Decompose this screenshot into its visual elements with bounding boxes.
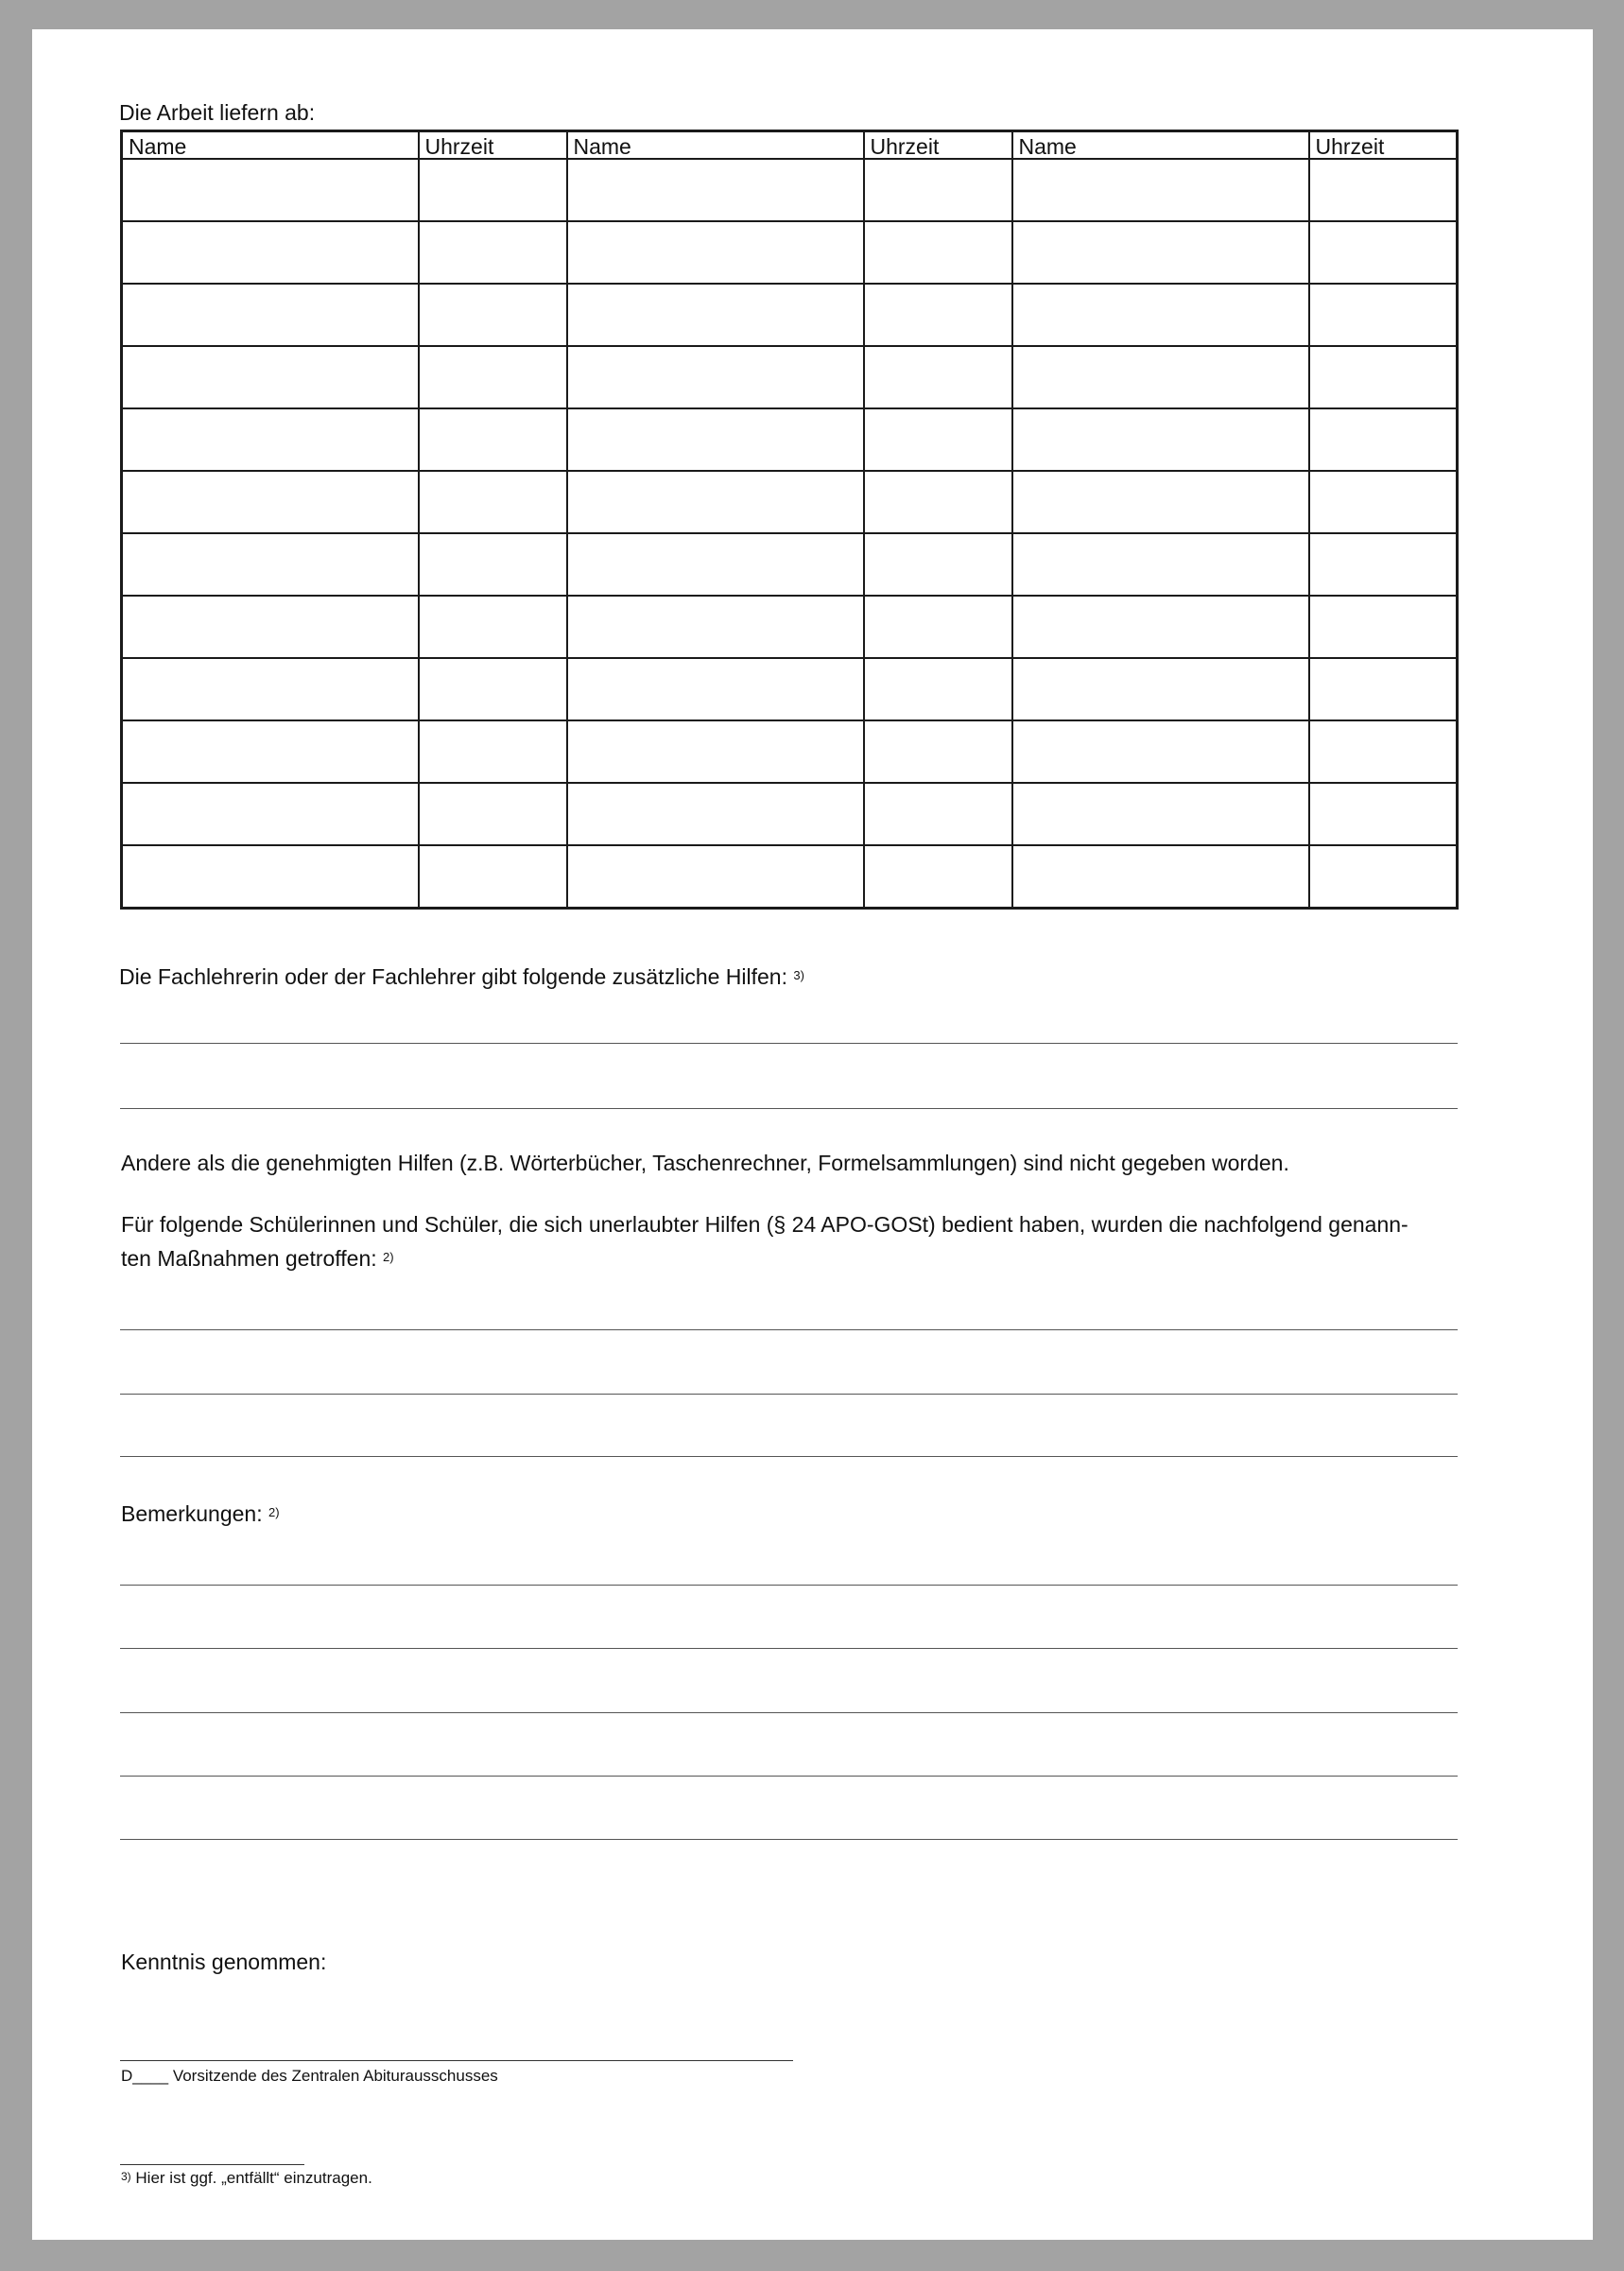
table-row bbox=[122, 596, 1458, 658]
cell-name-3[interactable] bbox=[1012, 221, 1309, 284]
header-time-3: Uhrzeit bbox=[1309, 131, 1458, 160]
cell-name-2[interactable] bbox=[567, 284, 864, 346]
measures-line[interactable] bbox=[120, 1456, 1458, 1457]
measures-text-line1: Für folgende Schülerinnen und Schüler, die sich unerlaubter Hilfen (§ 24 APO-GOSt) bedient haben, wurden die nachfolgend genann- bbox=[121, 1212, 1408, 1237]
aids-line[interactable] bbox=[120, 1043, 1458, 1044]
cell-time-2[interactable] bbox=[864, 221, 1012, 284]
cell-name-1[interactable] bbox=[122, 284, 419, 346]
cell-name-1[interactable] bbox=[122, 783, 419, 845]
cell-name-1[interactable] bbox=[122, 471, 419, 533]
table-row bbox=[122, 346, 1458, 408]
cell-time-2[interactable] bbox=[864, 658, 1012, 720]
measures-text-line2 bbox=[121, 1245, 394, 1275]
cell-time-3[interactable] bbox=[1309, 845, 1458, 909]
cell-time-2[interactable] bbox=[864, 596, 1012, 658]
cell-time-3[interactable] bbox=[1309, 720, 1458, 783]
cell-name-2[interactable] bbox=[567, 533, 864, 596]
cell-name-2[interactable] bbox=[567, 658, 864, 720]
cell-name-2[interactable] bbox=[567, 783, 864, 845]
cell-name-3[interactable] bbox=[1012, 720, 1309, 783]
remarks-line[interactable] bbox=[120, 1648, 1458, 1649]
footnote-text: Hier ist ggf. „entfällt“ einzutragen. bbox=[135, 2169, 372, 2187]
delivery-table-body bbox=[122, 159, 1458, 909]
cell-time-3[interactable] bbox=[1309, 533, 1458, 596]
cell-time-1[interactable] bbox=[419, 845, 567, 909]
cell-name-3[interactable] bbox=[1012, 533, 1309, 596]
remarks-text: Bemerkungen: bbox=[121, 1501, 263, 1526]
measures-line[interactable] bbox=[120, 1329, 1458, 1330]
no-other-aids-statement: Andere als die genehmigten Hilfen (z.B. Wörterbücher, Taschenrechner, Formelsammlungen) sind nicht gegeben worden. bbox=[121, 1151, 1289, 1175]
cell-time-1[interactable] bbox=[419, 221, 567, 284]
cell-time-1[interactable] bbox=[419, 346, 567, 408]
cell-name-2[interactable] bbox=[567, 346, 864, 408]
cell-name-1[interactable] bbox=[122, 221, 419, 284]
remarks-line[interactable] bbox=[120, 1712, 1458, 1713]
cell-name-3[interactable] bbox=[1012, 845, 1309, 909]
cell-time-2[interactable] bbox=[864, 408, 1012, 471]
cell-name-1[interactable] bbox=[122, 533, 419, 596]
cell-time-2[interactable] bbox=[864, 471, 1012, 533]
header-name-3: Name bbox=[1012, 131, 1309, 160]
cell-time-1[interactable] bbox=[419, 471, 567, 533]
cell-name-1[interactable] bbox=[122, 658, 419, 720]
cell-time-3[interactable] bbox=[1309, 346, 1458, 408]
aids-line[interactable] bbox=[120, 1108, 1458, 1109]
acknowledged-label: Kenntnis genommen: bbox=[121, 1950, 327, 1974]
cell-name-3[interactable] bbox=[1012, 284, 1309, 346]
cell-time-2[interactable] bbox=[864, 284, 1012, 346]
cell-name-2[interactable] bbox=[567, 159, 864, 221]
cell-time-3[interactable] bbox=[1309, 408, 1458, 471]
cell-name-2[interactable] bbox=[567, 408, 864, 471]
cell-name-1[interactable] bbox=[122, 720, 419, 783]
additional-aids-text: Die Fachlehrerin oder der Fachlehrer gibt folgende zusätzliche Hilfen: bbox=[119, 964, 787, 989]
cell-time-2[interactable] bbox=[864, 783, 1012, 845]
cell-name-1[interactable] bbox=[122, 159, 419, 221]
header-name-2: Name bbox=[567, 131, 864, 160]
header-name-1: Name bbox=[122, 131, 419, 160]
remarks-line[interactable] bbox=[120, 1776, 1458, 1777]
cell-time-2[interactable] bbox=[864, 720, 1012, 783]
signature-caption: D____ Vorsitzende des Zentralen Abiturausschusses bbox=[121, 2067, 498, 2085]
cell-time-1[interactable] bbox=[419, 159, 567, 221]
cell-name-2[interactable] bbox=[567, 720, 864, 783]
cell-name-3[interactable] bbox=[1012, 471, 1309, 533]
table-row bbox=[122, 720, 1458, 783]
form-page bbox=[32, 29, 1593, 2240]
measures-line[interactable] bbox=[120, 1394, 1458, 1395]
cell-time-2[interactable] bbox=[864, 159, 1012, 221]
header-time-1: Uhrzeit bbox=[419, 131, 567, 160]
cell-time-1[interactable] bbox=[419, 408, 567, 471]
cell-name-2[interactable] bbox=[567, 471, 864, 533]
cell-name-3[interactable] bbox=[1012, 408, 1309, 471]
remarks-line[interactable] bbox=[120, 1839, 1458, 1840]
cell-time-2[interactable] bbox=[864, 845, 1012, 909]
cell-name-1[interactable] bbox=[122, 845, 419, 909]
delivery-table bbox=[120, 130, 1459, 910]
table-row bbox=[122, 533, 1458, 596]
cell-time-1[interactable] bbox=[419, 284, 567, 346]
cell-name-3[interactable] bbox=[1012, 159, 1309, 221]
cell-time-3[interactable] bbox=[1309, 284, 1458, 346]
table-row bbox=[122, 658, 1458, 720]
table-row bbox=[122, 284, 1458, 346]
remarks-label bbox=[121, 1500, 280, 1531]
cell-name-1[interactable] bbox=[122, 596, 419, 658]
cell-name-1[interactable] bbox=[122, 408, 419, 471]
cell-time-2[interactable] bbox=[864, 346, 1012, 408]
remarks-line[interactable] bbox=[120, 1585, 1458, 1586]
signature-line[interactable] bbox=[120, 2060, 793, 2061]
table-row bbox=[122, 408, 1458, 471]
cell-time-1[interactable] bbox=[419, 596, 567, 658]
table-row bbox=[122, 221, 1458, 284]
table-row bbox=[122, 783, 1458, 845]
cell-time-3[interactable] bbox=[1309, 596, 1458, 658]
cell-time-3[interactable] bbox=[1309, 471, 1458, 533]
cell-time-1[interactable] bbox=[419, 533, 567, 596]
footnote-ref: 2) bbox=[268, 1505, 280, 1519]
table-row bbox=[122, 159, 1458, 221]
cell-time-3[interactable] bbox=[1309, 658, 1458, 720]
footnote-separator bbox=[120, 2164, 304, 2165]
cell-time-1[interactable] bbox=[419, 720, 567, 783]
cell-name-2[interactable] bbox=[567, 845, 864, 909]
delivery-heading: Die Arbeit liefern ab: bbox=[119, 100, 316, 125]
cell-name-2[interactable] bbox=[567, 596, 864, 658]
cell-time-2[interactable] bbox=[864, 533, 1012, 596]
additional-aids-label bbox=[119, 963, 804, 994]
footnote-ref: 3) bbox=[793, 968, 804, 982]
cell-time-3[interactable] bbox=[1309, 221, 1458, 284]
cell-name-3[interactable] bbox=[1012, 596, 1309, 658]
measures-text: ten Maßnahmen getroffen: bbox=[121, 1246, 377, 1271]
cell-name-1[interactable] bbox=[122, 346, 419, 408]
cell-time-3[interactable] bbox=[1309, 159, 1458, 221]
cell-time-3[interactable] bbox=[1309, 783, 1458, 845]
cell-name-2[interactable] bbox=[567, 221, 864, 284]
header-time-2: Uhrzeit bbox=[864, 131, 1012, 160]
delivery-table-header bbox=[122, 131, 1458, 160]
table-row bbox=[122, 471, 1458, 533]
table-row bbox=[122, 845, 1458, 909]
footnote bbox=[121, 2169, 372, 2189]
footnote-marker: 3) bbox=[121, 2170, 131, 2183]
footnote-ref: 2) bbox=[383, 1250, 394, 1264]
cell-name-3[interactable] bbox=[1012, 783, 1309, 845]
cell-time-1[interactable] bbox=[419, 658, 567, 720]
cell-name-3[interactable] bbox=[1012, 658, 1309, 720]
cell-time-1[interactable] bbox=[419, 783, 567, 845]
cell-name-3[interactable] bbox=[1012, 346, 1309, 408]
